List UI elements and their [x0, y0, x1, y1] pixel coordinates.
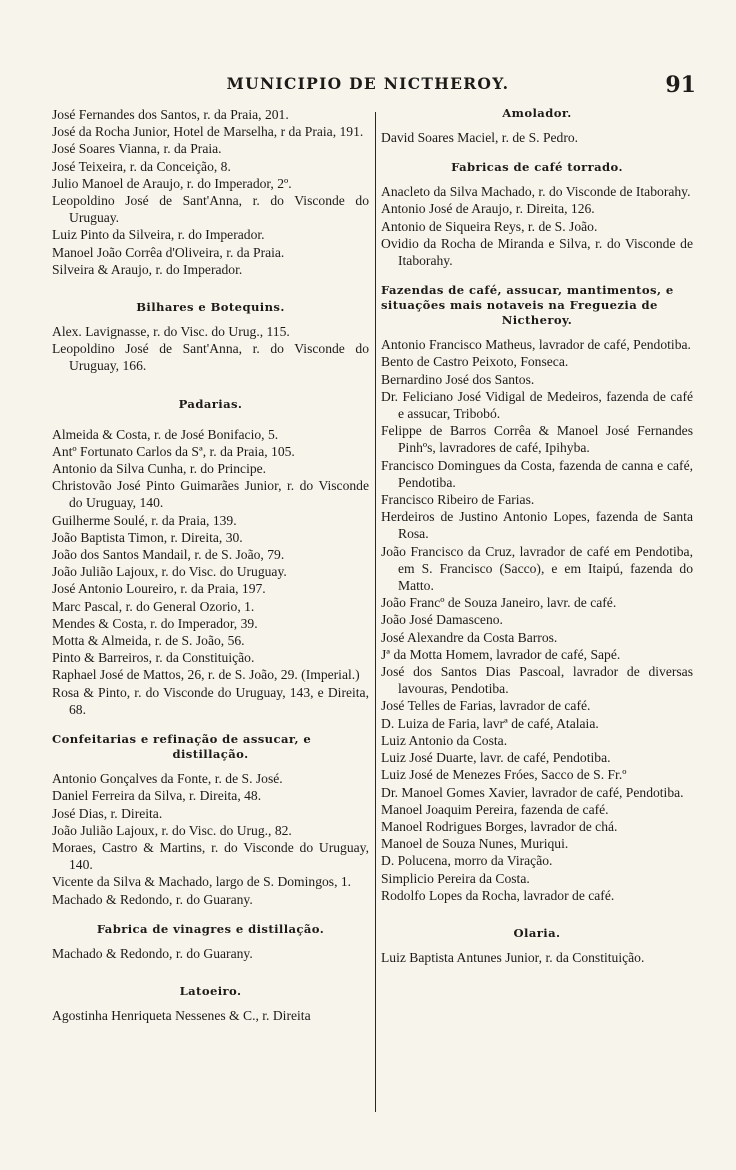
- list-item: Christovão José Pinto Guimarães Junior, r. do Visconde do Uruguay, 140.: [52, 478, 369, 511]
- list-item: Rosa & Pinto, r. do Visconde do Uruguay, 143, e Direita, 68.: [52, 684, 369, 717]
- list-item: Simplicio Pereira da Costa.: [381, 870, 530, 886]
- section-heading-padarias: Padarias.: [178, 396, 243, 411]
- page-number: 91: [665, 72, 696, 98]
- list-item: Almeida & Costa, r. de José Bonifacio, 5.: [52, 426, 279, 442]
- list-item: José Antonio Loureiro, r. da Praia, 197.: [52, 581, 266, 597]
- list-item: José Telles de Farias, lavrador de café.: [381, 698, 591, 714]
- list-item: Anacleto da Silva Machado, r. do Visconde de Itaborahy.: [381, 184, 691, 200]
- page-header: [0, 72, 736, 102]
- section-heading-cafe-torrado: Fabricas de café torrado.: [451, 160, 623, 175]
- list-item: D. Polucena, morro da Viração.: [381, 853, 553, 869]
- list-item: Antonio José de Araujo, r. Direita, 126.: [381, 201, 595, 217]
- list-item: José Dias, r. Direita.: [52, 805, 163, 821]
- list-item: Antonio da Silva Cunha, r. do Principe.: [52, 461, 267, 477]
- list-item: David Soares Maciel, r. de S. Pedro.: [381, 130, 579, 145]
- list-item: Manoel João Corrêa d'Oliveira, r. da Praia.: [52, 244, 285, 260]
- list-item: Daniel Ferreira da Silva, r. Direita, 48.: [52, 788, 262, 804]
- left-column: [52, 106, 369, 1142]
- list-item: Leopoldino José de Sant'Anna, r. do Visconde do Uruguay.: [52, 193, 369, 226]
- list-item: João dos Santos Mandail, r. de S. João, 79.: [52, 547, 285, 563]
- list-item: Pinto & Barreiros, r. da Constituição.: [52, 650, 255, 666]
- list-item: João Julião Lajoux, r. do Visc. do Uruguay.: [52, 564, 287, 580]
- list-item: Luiz José de Menezes Fróes, Sacco de S. Fr.º: [381, 767, 627, 783]
- list-item: Silveira & Araujo, r. do Imperador.: [52, 261, 243, 277]
- list-item: Francisco Domingues da Costa, fazenda de canna e café, Pendotiba.: [381, 457, 693, 490]
- list-item: Luiz José Duarte, lavr. de café, Pendotiba.: [381, 750, 611, 766]
- section-heading-olaria: Olaria.: [513, 925, 561, 940]
- column-divider: [375, 112, 376, 1112]
- list-item: Manoel Rodrigues Borges, lavrador de chá.: [381, 818, 618, 834]
- list-item: José Fernandes dos Santos, r. da Praia, 201.: [52, 107, 289, 122]
- list-item: Vicente da Silva & Machado, largo de S. Domingos, 1.: [52, 874, 352, 890]
- right-column: [381, 106, 693, 1142]
- list-item: Felippe de Barros Corrêa & Manoel José Fernandes Pinhºs, lavradores de café, Ipihyba.: [381, 423, 693, 456]
- list-item: João Julião Lajoux, r. do Visc. do Urug., 82.: [52, 822, 292, 838]
- list-item: Luiz Baptista Antunes Junior, r. da Constituição.: [381, 949, 645, 965]
- list-item: João Francº de Souza Janeiro, lavr. de café.: [381, 595, 617, 611]
- list-item: Luiz Pinto da Silveira, r. do Imperador.: [52, 227, 265, 243]
- list-item: Antonio Francisco Matheus, lavrador de café, Pendotiba.: [381, 337, 691, 353]
- list-item: Antonio Gonçalves da Fonte, r. de S. José.: [52, 771, 283, 787]
- list-item: Dr. Manoel Gomes Xavier, lavrador de café, Pendotiba.: [381, 784, 684, 800]
- list-item: José Alexandre da Costa Barros.: [381, 629, 558, 645]
- section-heading-fazendas: Fazendas de café, assucar, mantimentos, e situações mais notaveis na Freguezia de Nictheroy.: [381, 283, 674, 328]
- list-item: João Francisco da Cruz, lavrador de café em Pendotiba, em S. Francisco (Sacco), e em Itaipú, fazenda do Matto.: [381, 543, 693, 594]
- list-item: José Teixeira, r. da Conceição, 8.: [52, 158, 231, 174]
- list-item: Antonio de Siqueira Reys, r. de S. João.: [381, 218, 598, 234]
- list-item: Leopoldino José de Sant'Anna, r. do Visconde do Uruguay, 166.: [52, 341, 369, 374]
- list-item: Manoel de Souza Nunes, Muriqui.: [381, 836, 569, 852]
- section-heading-bilhares: Bilhares e Botequins.: [136, 300, 285, 315]
- list-item: Manoel Joaquim Pereira, fazenda de café.: [381, 801, 609, 817]
- list-item: Alex. Lavignasse, r. do Visc. do Urug., 115.: [52, 324, 290, 340]
- section-heading-vinagres: Fabrica de vinagres e distillação.: [96, 921, 325, 936]
- continued-entries: [52, 106, 369, 278]
- list-item: João Baptista Timon, r. Direita, 30.: [52, 529, 243, 545]
- list-item: José Soares Vianna, r. da Praia.: [52, 141, 222, 157]
- list-item: Marc Pascal, r. do General Ozorio, 1.: [52, 598, 255, 614]
- list-item: Motta & Almeida, r. de S. João, 56.: [52, 633, 245, 649]
- list-item: Antº Fortunato Carlos da Sª, r. da Praia, 105.: [52, 443, 295, 459]
- list-item: Rodolfo Lopes da Rocha, lavrador de café.: [381, 887, 615, 903]
- list-item: Agostinha Henriqueta Nessenes & C., r. Direita: [52, 1007, 311, 1023]
- running-title: MUNICIPIO DE NICTHEROY.: [226, 74, 510, 93]
- list-item: José da Rocha Junior, Hotel de Marselha, r da Praia, 191.: [52, 124, 364, 140]
- list-item: Bento de Castro Peixoto, Fonseca.: [381, 354, 569, 370]
- list-item: Luiz Antonio da Costa.: [381, 732, 508, 748]
- list-item: Julio Manoel de Araujo, r. do Imperador, 2º.: [52, 175, 292, 191]
- list-item: José dos Santos Dias Pascoal, lavrador de diversas lavouras, Pendotiba.: [381, 664, 693, 697]
- list-item: Moraes, Castro & Martins, r. do Visconde do Uruguay, 140.: [52, 839, 369, 873]
- list-item: Guilherme Soulé, r. da Praia, 139.: [52, 512, 237, 528]
- section-heading-confeitarias: Confeitarias e refinação de assucar, e distillação.: [52, 732, 312, 762]
- list-item: Bernardino José dos Santos.: [381, 371, 535, 387]
- list-item: Raphael José de Mattos, 26, r. de S. João, 29. (Imperial.): [52, 667, 360, 683]
- section-heading-latoeiro: Latoeiro.: [179, 983, 242, 998]
- list-item: Dr. Feliciano José Vidigal de Medeiros, fazenda de café e assucar, Tribobó.: [381, 388, 693, 422]
- section-heading-amolador: Amolador.: [502, 106, 572, 120]
- list-item: Machado & Redondo, r. do Guarany.: [52, 891, 253, 907]
- list-item: D. Luiza de Faria, lavrª de café, Atalaia.: [381, 715, 599, 731]
- list-item: Mendes & Costa, r. do Imperador, 39.: [52, 615, 258, 631]
- list-item: Ovidio da Rocha de Miranda e Silva, r. do Visconde de Itaborahy.: [381, 235, 693, 269]
- list-item: Jª da Motta Homem, lavrador de café, Sapé.: [381, 646, 621, 662]
- list-item: João José Damasceno.: [381, 612, 503, 628]
- list-item: Francisco Ribeiro de Farias.: [381, 492, 535, 508]
- list-item: Machado & Redondo, r. do Guarany.: [52, 945, 253, 961]
- list-item: Herdeiros de Justino Antonio Lopes, fazenda de Santa Rosa.: [381, 509, 693, 542]
